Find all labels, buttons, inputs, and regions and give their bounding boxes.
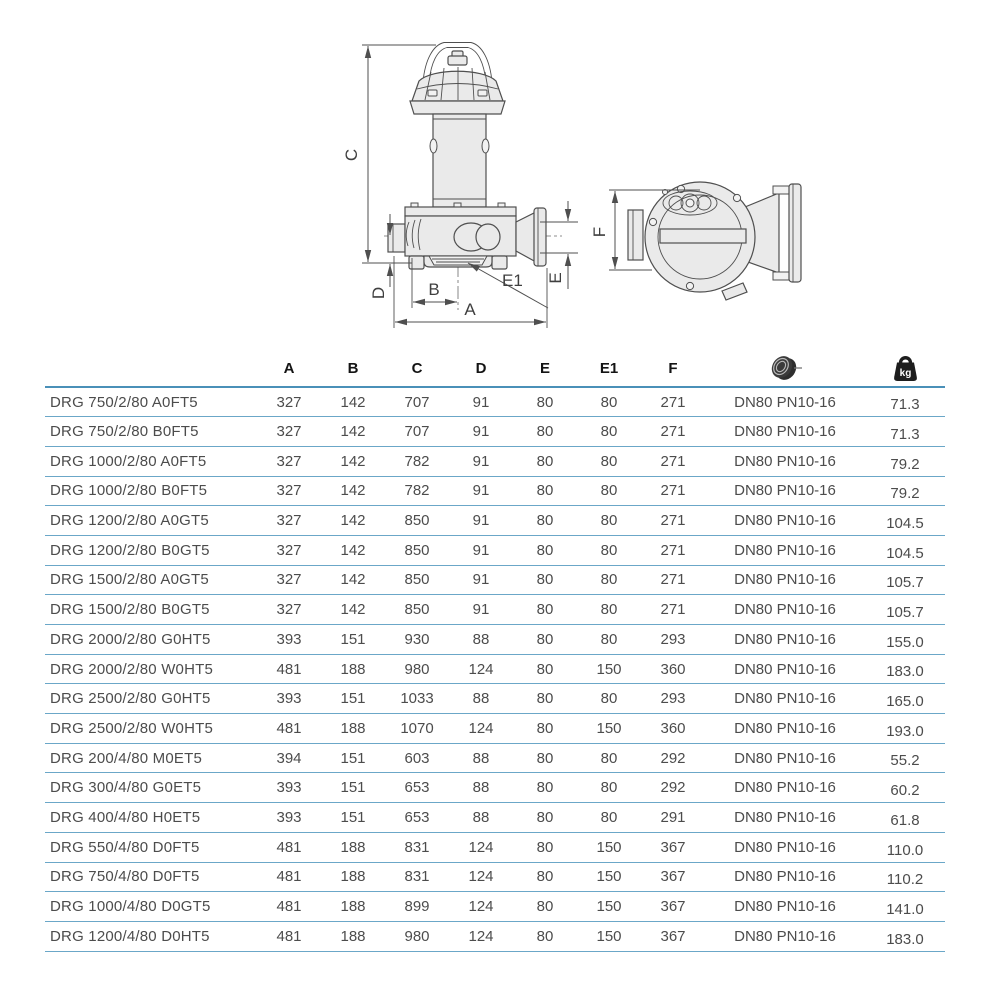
table-row (45, 684, 945, 714)
dim-c-cell: 1033 (385, 684, 449, 714)
dim-f-cell: 271 (641, 417, 705, 447)
dim-e1-cell: 150 (577, 892, 641, 922)
dim-e1-cell: 150 (577, 862, 641, 892)
table-row (45, 387, 945, 417)
dim-e1-cell: 80 (577, 446, 641, 476)
table-row (45, 921, 945, 951)
dim-d-cell: 91 (449, 417, 513, 447)
model-cell: DRG 2000/2/80 W0HT5 (45, 654, 257, 684)
model-cell: DRG 1000/4/80 D0GT5 (45, 892, 257, 922)
weight-cell: 79.2 (865, 446, 945, 476)
dim-e-cell: 80 (513, 387, 577, 417)
table-row (45, 714, 945, 744)
pump-dimension-drawing (0, 0, 991, 348)
dim-e-cell: 80 (513, 921, 577, 951)
weight-cell: 60.2 (865, 773, 945, 803)
dim-b-cell: 151 (321, 743, 385, 773)
model-cell: DRG 400/4/80 H0ET5 (45, 803, 257, 833)
dim-e-cell: 80 (513, 625, 577, 655)
dim-b-cell: 151 (321, 773, 385, 803)
dim-b-cell: 142 (321, 387, 385, 417)
dim-c-cell: 850 (385, 595, 449, 625)
table-row (45, 743, 945, 773)
dim-a-cell: 481 (257, 862, 321, 892)
dim-d-cell: 91 (449, 446, 513, 476)
dim-f-cell: 367 (641, 832, 705, 862)
dim-b-cell: 142 (321, 565, 385, 595)
dim-f-cell: 271 (641, 387, 705, 417)
weight-cell: 55.2 (865, 743, 945, 773)
dim-b-cell: 188 (321, 892, 385, 922)
dim-label-a: A (464, 300, 476, 319)
dim-d-cell: 91 (449, 387, 513, 417)
dim-e-header: E (513, 350, 577, 387)
dim-d-cell: 124 (449, 832, 513, 862)
table-row (45, 773, 945, 803)
dim-e-cell: 80 (513, 595, 577, 625)
dim-a-header: A (257, 350, 321, 387)
dim-f-cell: 271 (641, 476, 705, 506)
dim-e1-cell: 80 (577, 625, 641, 655)
model-cell: DRG 550/4/80 D0FT5 (45, 832, 257, 862)
weight-cell: 61.8 (865, 803, 945, 833)
dimension-table-section (45, 350, 991, 952)
dim-d-cell: 124 (449, 892, 513, 922)
dim-e1-cell: 150 (577, 714, 641, 744)
dim-f-cell: 293 (641, 625, 705, 655)
dim-d-cell: 88 (449, 625, 513, 655)
dim-e1-cell: 80 (577, 595, 641, 625)
dim-a-cell: 327 (257, 476, 321, 506)
dim-c-cell: 831 (385, 832, 449, 862)
dim-e1-cell: 150 (577, 832, 641, 862)
weight-cell: 183.0 (865, 654, 945, 684)
dim-f-cell: 271 (641, 506, 705, 536)
dim-b-cell: 188 (321, 921, 385, 951)
dim-c-cell: 653 (385, 803, 449, 833)
dim-f-cell: 271 (641, 535, 705, 565)
dim-a-cell: 481 (257, 921, 321, 951)
model-cell: DRG 1200/2/80 B0GT5 (45, 535, 257, 565)
weight-cell: 193.0 (865, 714, 945, 744)
weight-cell: 110.0 (865, 832, 945, 862)
dim-a-cell: 393 (257, 684, 321, 714)
model-cell: DRG 2500/2/80 G0HT5 (45, 684, 257, 714)
model-cell: DRG 750/2/80 B0FT5 (45, 417, 257, 447)
dim-f-header: F (641, 350, 705, 387)
flange-cell: DN80 PN10-16 (705, 565, 865, 595)
dim-b-cell: 142 (321, 476, 385, 506)
weight-cell: 71.3 (865, 387, 945, 417)
dim-label-e: E (546, 272, 565, 284)
dim-label-b: B (428, 280, 440, 299)
dim-f-cell: 360 (641, 714, 705, 744)
dim-c-cell: 707 (385, 417, 449, 447)
dim-a-cell: 481 (257, 832, 321, 862)
dim-c-cell: 930 (385, 625, 449, 655)
dim-e-cell: 80 (513, 684, 577, 714)
dim-e1-cell: 80 (577, 684, 641, 714)
dim-c-cell: 850 (385, 565, 449, 595)
dim-a-cell: 481 (257, 714, 321, 744)
dim-a-cell: 481 (257, 892, 321, 922)
dim-b-cell: 142 (321, 535, 385, 565)
dim-e1-cell: 80 (577, 387, 641, 417)
dim-f-cell: 367 (641, 892, 705, 922)
flange-column-header (705, 350, 865, 387)
dim-e-cell: 80 (513, 446, 577, 476)
dim-b-cell: 151 (321, 803, 385, 833)
dim-c-header: C (385, 350, 449, 387)
dim-a-cell: 327 (257, 565, 321, 595)
dim-b-cell: 188 (321, 832, 385, 862)
dim-b-cell: 188 (321, 862, 385, 892)
weight-cell: 104.5 (865, 506, 945, 536)
dim-d-cell: 91 (449, 565, 513, 595)
dim-e-cell: 80 (513, 862, 577, 892)
model-cell: DRG 1200/4/80 D0HT5 (45, 921, 257, 951)
dim-a-cell: 393 (257, 803, 321, 833)
dim-c-cell: 782 (385, 446, 449, 476)
table-row (45, 832, 945, 862)
weight-cell: 155.0 (865, 625, 945, 655)
dim-e-cell: 80 (513, 803, 577, 833)
dim-d-cell: 91 (449, 535, 513, 565)
dim-a-cell: 393 (257, 625, 321, 655)
flange-cell: DN80 PN10-16 (705, 743, 865, 773)
dim-e1-cell: 80 (577, 565, 641, 595)
dim-f-cell: 292 (641, 743, 705, 773)
dim-a-cell: 327 (257, 595, 321, 625)
model-cell: DRG 300/4/80 G0ET5 (45, 773, 257, 803)
flange-cell: DN80 PN10-16 (705, 684, 865, 714)
dim-e-cell: 80 (513, 892, 577, 922)
flange-cell: DN80 PN10-16 (705, 803, 865, 833)
dim-f-cell: 292 (641, 773, 705, 803)
dim-d-cell: 124 (449, 654, 513, 684)
weight-cell: 79.2 (865, 476, 945, 506)
dim-e1-cell: 80 (577, 476, 641, 506)
dim-d-cell: 88 (449, 773, 513, 803)
dim-a-cell: 393 (257, 773, 321, 803)
weight-cell: 105.7 (865, 565, 945, 595)
dim-a-cell: 481 (257, 654, 321, 684)
dim-e1-cell: 80 (577, 417, 641, 447)
dim-f-cell: 271 (641, 595, 705, 625)
pump-front-view (384, 43, 562, 311)
flange-cell: DN80 PN10-16 (705, 535, 865, 565)
dim-d-cell: 124 (449, 714, 513, 744)
model-cell: DRG 200/4/80 M0ET5 (45, 743, 257, 773)
dim-e-cell: 80 (513, 714, 577, 744)
flange-cell: DN80 PN10-16 (705, 921, 865, 951)
model-cell: DRG 2500/2/80 W0HT5 (45, 714, 257, 744)
dim-c-cell: 980 (385, 654, 449, 684)
dim-label-f: F (590, 226, 609, 238)
dim-d-cell: 91 (449, 476, 513, 506)
dim-d-cell: 88 (449, 743, 513, 773)
table-row (45, 417, 945, 447)
flange-cell: DN80 PN10-16 (705, 773, 865, 803)
weight-cell: 165.0 (865, 684, 945, 714)
flange-cell: DN80 PN10-16 (705, 417, 865, 447)
dim-b-cell: 188 (321, 714, 385, 744)
dim-d-cell: 91 (449, 506, 513, 536)
dim-e-cell: 80 (513, 506, 577, 536)
dim-c-cell: 653 (385, 773, 449, 803)
dim-e-cell: 80 (513, 565, 577, 595)
dim-d-cell: 88 (449, 684, 513, 714)
weight-kettlebell-icon (892, 353, 919, 383)
flange-cell: DN80 PN10-16 (705, 832, 865, 862)
flange-cell: DN80 PN10-16 (705, 625, 865, 655)
dim-b-header: B (321, 350, 385, 387)
dim-label-c: C (342, 148, 361, 162)
dim-a-cell: 327 (257, 535, 321, 565)
dim-c-cell: 831 (385, 862, 449, 892)
dim-c-cell: 1070 (385, 714, 449, 744)
dim-e1-cell: 80 (577, 506, 641, 536)
table-row (45, 654, 945, 684)
model-cell: DRG 750/2/80 A0FT5 (45, 387, 257, 417)
dim-c-cell: 850 (385, 535, 449, 565)
model-cell: DRG 1000/2/80 B0FT5 (45, 476, 257, 506)
table-row (45, 803, 945, 833)
dim-b-cell: 142 (321, 506, 385, 536)
dim-a-cell: 327 (257, 417, 321, 447)
dim-b-cell: 142 (321, 446, 385, 476)
dim-b-cell: 188 (321, 654, 385, 684)
dim-c-cell: 707 (385, 387, 449, 417)
flange-cell: DN80 PN10-16 (705, 506, 865, 536)
table-row (45, 595, 945, 625)
dim-d-cell: 91 (449, 595, 513, 625)
dim-a-cell: 394 (257, 743, 321, 773)
table-row (45, 506, 945, 536)
table-row (45, 625, 945, 655)
model-cell: DRG 1000/2/80 A0FT5 (45, 446, 257, 476)
dim-f-cell: 291 (641, 803, 705, 833)
table-row (45, 862, 945, 892)
dimensions-table (45, 350, 945, 952)
flange-cell: DN80 PN10-16 (705, 862, 865, 892)
weight-cell: 141.0 (865, 892, 945, 922)
weight-cell: 105.7 (865, 595, 945, 625)
header-row (45, 350, 945, 387)
dim-f-cell: 360 (641, 654, 705, 684)
dim-c-cell: 980 (385, 921, 449, 951)
flange-cell: DN80 PN10-16 (705, 446, 865, 476)
technical-drawing-svg (0, 0, 991, 348)
table-row (45, 476, 945, 506)
weight-cell: 71.3 (865, 417, 945, 447)
dim-b-cell: 151 (321, 684, 385, 714)
dim-b-cell: 142 (321, 595, 385, 625)
dim-e1-cell: 150 (577, 921, 641, 951)
model-cell: DRG 2000/2/80 G0HT5 (45, 625, 257, 655)
model-cell: DRG 1500/2/80 B0GT5 (45, 595, 257, 625)
weight-cell: 183.0 (865, 921, 945, 951)
model-cell: DRG 750/4/80 D0FT5 (45, 862, 257, 892)
dim-a-cell: 327 (257, 446, 321, 476)
dim-c-cell: 603 (385, 743, 449, 773)
dim-d-cell: 124 (449, 921, 513, 951)
flange-icon (767, 354, 803, 382)
dim-e1-cell: 150 (577, 654, 641, 684)
dim-e-cell: 80 (513, 476, 577, 506)
flange-cell: DN80 PN10-16 (705, 714, 865, 744)
dim-e-cell: 80 (513, 743, 577, 773)
dim-c-cell: 899 (385, 892, 449, 922)
flange-cell: DN80 PN10-16 (705, 476, 865, 506)
dim-f-cell: 271 (641, 446, 705, 476)
dim-c-cell: 850 (385, 506, 449, 536)
dim-f-cell: 367 (641, 862, 705, 892)
dim-e-cell: 80 (513, 535, 577, 565)
dim-f-cell: 271 (641, 565, 705, 595)
dim-e-cell: 80 (513, 773, 577, 803)
flange-cell: DN80 PN10-16 (705, 892, 865, 922)
dim-a-cell: 327 (257, 506, 321, 536)
kg-label: kg (899, 368, 911, 379)
dim-label-e1: E1 (502, 271, 523, 290)
dim-f-cell: 367 (641, 921, 705, 951)
table-row (45, 565, 945, 595)
table-row (45, 535, 945, 565)
dim-e1-header: E1 (577, 350, 641, 387)
dim-label-d: D (369, 286, 388, 300)
dim-b-cell: 151 (321, 625, 385, 655)
model-column-header (45, 350, 257, 387)
dim-e1-cell: 80 (577, 773, 641, 803)
dim-e1-cell: 80 (577, 743, 641, 773)
table-header (45, 350, 945, 387)
weight-cell: 110.2 (865, 862, 945, 892)
dim-d-header: D (449, 350, 513, 387)
table-body (45, 387, 945, 951)
dim-e-cell: 80 (513, 832, 577, 862)
dim-f-cell: 293 (641, 684, 705, 714)
weight-cell: 104.5 (865, 535, 945, 565)
dim-e-cell: 80 (513, 654, 577, 684)
dim-c-cell: 782 (385, 476, 449, 506)
dim-a-cell: 327 (257, 387, 321, 417)
dim-e1-cell: 80 (577, 803, 641, 833)
dim-d-cell: 124 (449, 862, 513, 892)
table-row (45, 446, 945, 476)
dim-e-cell: 80 (513, 417, 577, 447)
model-cell: DRG 1500/2/80 A0GT5 (45, 565, 257, 595)
weight-column-header (865, 350, 945, 387)
flange-cell: DN80 PN10-16 (705, 387, 865, 417)
table-row (45, 892, 945, 922)
dim-e1-cell: 80 (577, 535, 641, 565)
dim-b-cell: 142 (321, 417, 385, 447)
flange-cell: DN80 PN10-16 (705, 654, 865, 684)
pump-side-view (628, 182, 801, 300)
dim-d-cell: 88 (449, 803, 513, 833)
flange-cell: DN80 PN10-16 (705, 595, 865, 625)
model-cell: DRG 1200/2/80 A0GT5 (45, 506, 257, 536)
